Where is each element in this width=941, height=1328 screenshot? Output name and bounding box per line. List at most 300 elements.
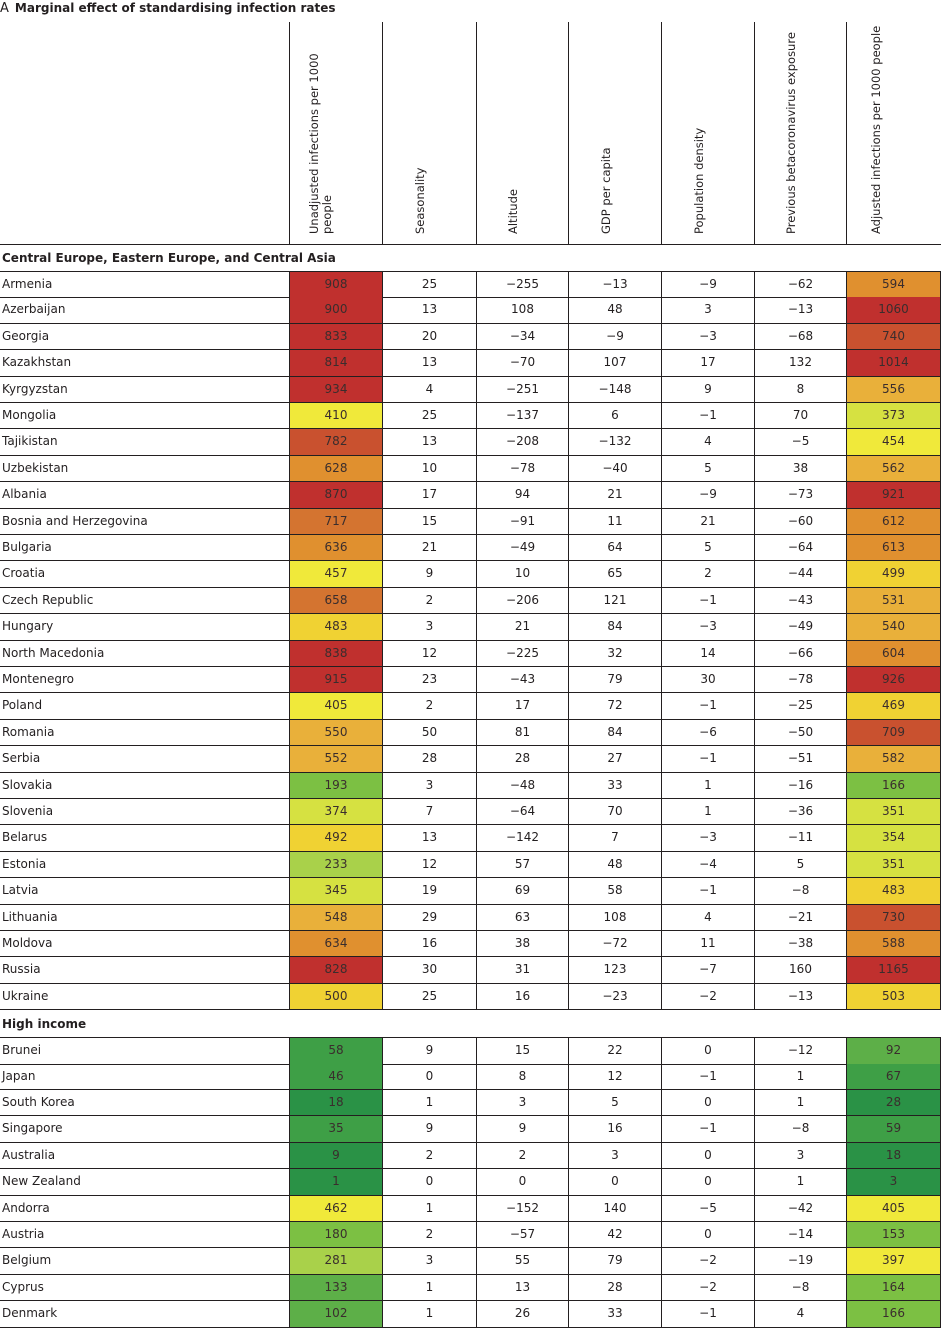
adjusted-cell: 483	[846, 878, 941, 903]
adjusted-cell: 373	[846, 403, 941, 428]
beta-exposure-cell: 5	[754, 852, 846, 877]
beta-exposure-cell: −12	[754, 1038, 846, 1063]
table-row	[0, 1064, 941, 1090]
unadjusted-cell: 548	[289, 905, 383, 930]
beta-exposure-cell: −62	[754, 272, 846, 297]
altitude-cell: 57	[476, 852, 568, 877]
column-header-altitude-col	[476, 22, 568, 244]
country-name: Latvia	[2, 883, 39, 898]
density-cell: 2	[661, 561, 754, 586]
density-cell: 14	[661, 641, 754, 666]
adjusted-cell: 740	[846, 324, 941, 349]
seasonality-cell: 4	[382, 377, 476, 402]
beta-exposure-cell: −36	[754, 799, 846, 824]
gdp-cell: 84	[568, 720, 661, 745]
altitude-cell: −206	[476, 588, 568, 613]
gdp-cell: −72	[568, 931, 661, 956]
column-header-label: Adjusted infections per 1000 people	[869, 25, 883, 234]
gdp-cell: 28	[568, 1275, 661, 1300]
beta-exposure-cell: −64	[754, 535, 846, 560]
country-name: Serbia	[2, 751, 41, 766]
density-cell: −2	[661, 1275, 754, 1300]
country-name: New Zealand	[2, 1174, 81, 1189]
adjusted-cell: 921	[846, 482, 941, 507]
adjusted-cell: 1165	[846, 957, 941, 982]
adjusted-cell: 351	[846, 799, 941, 824]
country-name: Singapore	[2, 1121, 63, 1136]
density-cell: 4	[661, 429, 754, 454]
density-cell: 0	[661, 1090, 754, 1115]
table-row	[0, 1222, 941, 1248]
density-cell: 4	[661, 905, 754, 930]
density-cell: −9	[661, 482, 754, 507]
table-row	[0, 852, 941, 878]
country-name: Kazakhstan	[2, 355, 72, 370]
altitude-cell: 10	[476, 561, 568, 586]
seasonality-cell: 0	[382, 1169, 476, 1194]
density-cell: −3	[661, 324, 754, 349]
seasonality-cell: 12	[382, 852, 476, 877]
country-name: Ukraine	[2, 988, 49, 1003]
table-row	[0, 1301, 941, 1327]
table-row	[0, 957, 941, 983]
adjusted-cell: 153	[846, 1222, 941, 1247]
beta-exposure-cell: 70	[754, 403, 846, 428]
country-name: Mongolia	[2, 408, 57, 422]
adjusted-cell: 588	[846, 931, 941, 956]
altitude-cell: −43	[476, 667, 568, 692]
seasonality-cell: 2	[382, 1143, 476, 1168]
altitude-cell: 108	[476, 297, 568, 322]
adjusted-cell: 604	[846, 641, 941, 666]
gdp-cell: −40	[568, 456, 661, 481]
unadjusted-cell: 870	[289, 482, 383, 507]
seasonality-cell: 1	[382, 1196, 476, 1221]
altitude-cell: −255	[476, 272, 568, 297]
beta-exposure-cell: −38	[754, 931, 846, 956]
density-cell: 1	[661, 773, 754, 798]
country-name: Cyprus	[2, 1279, 44, 1294]
beta-exposure-cell: 8	[754, 377, 846, 402]
gdp-cell: 27	[568, 746, 661, 771]
altitude-cell: −142	[476, 825, 568, 850]
country-name: Poland	[2, 698, 43, 713]
beta-exposure-cell: −21	[754, 905, 846, 930]
gdp-cell: 7	[568, 825, 661, 850]
table-row	[0, 931, 941, 957]
country-name: Slovenia	[2, 804, 54, 818]
unadjusted-cell: 345	[289, 878, 383, 903]
density-cell: −4	[661, 852, 754, 877]
table-row	[0, 1143, 941, 1169]
country-name: Slovakia	[2, 777, 53, 792]
table-row	[0, 429, 941, 455]
table-row	[0, 1037, 941, 1064]
table-row	[0, 456, 941, 482]
seasonality-cell: 1	[382, 1301, 476, 1326]
seasonality-cell: 10	[382, 456, 476, 481]
adjusted-cell: 454	[846, 429, 941, 454]
density-cell: −1	[661, 403, 754, 428]
beta-exposure-cell: −13	[754, 297, 846, 322]
unadjusted-cell: 180	[289, 1222, 383, 1247]
country-name: Austria	[2, 1227, 45, 1241]
country-name: Moldova	[2, 936, 53, 950]
beta-exposure-cell: −51	[754, 746, 846, 771]
gdp-cell: 58	[568, 878, 661, 903]
table-row	[0, 350, 941, 376]
unadjusted-cell: 133	[289, 1275, 383, 1300]
adjusted-cell: 556	[846, 377, 941, 402]
altitude-cell: −225	[476, 641, 568, 666]
adjusted-cell: 405	[846, 1196, 941, 1221]
density-cell: −6	[661, 720, 754, 745]
unadjusted-cell: 634	[289, 931, 383, 956]
adjusted-cell: 613	[846, 535, 941, 560]
unadjusted-cell: 1	[289, 1169, 383, 1194]
section-heading: High income	[2, 1017, 87, 1032]
altitude-cell: 3	[476, 1090, 568, 1115]
altitude-cell: −34	[476, 324, 568, 349]
altitude-cell: 26	[476, 1301, 568, 1326]
column-header-unadjusted-col	[289, 22, 382, 244]
unadjusted-cell: 18	[289, 1090, 383, 1115]
seasonality-cell: 20	[382, 324, 476, 349]
unadjusted-cell: 483	[289, 614, 383, 639]
gdp-cell: 5	[568, 1090, 661, 1115]
beta-exposure-cell: −13	[754, 984, 846, 1009]
country-name: Lithuania	[2, 909, 58, 924]
seasonality-cell: 3	[382, 614, 476, 639]
density-cell: 0	[661, 1038, 754, 1063]
table-row	[0, 324, 941, 350]
table-row	[0, 693, 941, 719]
table-row	[0, 403, 941, 429]
table-row	[0, 509, 941, 535]
table-row	[0, 746, 941, 772]
table-row	[0, 614, 941, 640]
density-cell: 1	[661, 799, 754, 824]
adjusted-cell: 92	[846, 1038, 941, 1063]
beta-exposure-cell: 3	[754, 1143, 846, 1168]
adjusted-cell: 926	[846, 667, 941, 692]
density-cell: 30	[661, 667, 754, 692]
beta-exposure-cell: −49	[754, 614, 846, 639]
table-header	[0, 22, 941, 244]
unadjusted-cell: 908	[289, 272, 383, 297]
altitude-cell: −78	[476, 456, 568, 481]
gdp-cell: 16	[568, 1116, 661, 1141]
unadjusted-cell: 500	[289, 984, 383, 1009]
altitude-cell: −64	[476, 799, 568, 824]
altitude-cell: −49	[476, 535, 568, 560]
seasonality-cell: 1	[382, 1090, 476, 1115]
altitude-cell: −70	[476, 350, 568, 375]
altitude-cell: −152	[476, 1196, 568, 1221]
gdp-cell: 21	[568, 482, 661, 507]
seasonality-cell: 28	[382, 746, 476, 771]
beta-exposure-cell: −78	[754, 667, 846, 692]
table-row	[0, 588, 941, 614]
altitude-cell: 81	[476, 720, 568, 745]
unadjusted-cell: 193	[289, 773, 383, 798]
country-name: North Macedonia	[2, 645, 105, 660]
column-header-beta-exposure-col	[754, 22, 846, 244]
beta-exposure-cell: −68	[754, 324, 846, 349]
seasonality-cell: 13	[382, 350, 476, 375]
gdp-cell: 33	[568, 773, 661, 798]
gdp-cell: 42	[568, 1222, 661, 1247]
adjusted-cell: 1014	[846, 350, 941, 375]
country-name: Croatia	[2, 566, 46, 581]
density-cell: −3	[661, 825, 754, 850]
country-name: Czech Republic	[2, 592, 94, 607]
seasonality-cell: 3	[382, 773, 476, 798]
beta-exposure-cell: −8	[754, 1116, 846, 1141]
altitude-cell: 69	[476, 878, 568, 903]
adjusted-cell: 164	[846, 1275, 941, 1300]
unadjusted-cell: 814	[289, 350, 383, 375]
unadjusted-cell: 934	[289, 377, 383, 402]
seasonality-cell: 50	[382, 720, 476, 745]
country-name: Brunei	[2, 1043, 42, 1058]
altitude-cell: 2	[476, 1143, 568, 1168]
seasonality-cell: 25	[382, 272, 476, 297]
unadjusted-cell: 658	[289, 588, 383, 613]
adjusted-cell: 562	[846, 456, 941, 481]
seasonality-cell: 0	[382, 1064, 476, 1089]
table-row	[0, 720, 941, 746]
country-name: Georgia	[2, 328, 50, 343]
density-cell: 5	[661, 456, 754, 481]
seasonality-cell: 2	[382, 588, 476, 613]
beta-exposure-cell: −25	[754, 693, 846, 718]
seasonality-cell: 21	[382, 535, 476, 560]
seasonality-cell: 2	[382, 693, 476, 718]
density-cell: −1	[661, 1116, 754, 1141]
seasonality-cell: 13	[382, 297, 476, 322]
unadjusted-cell: 636	[289, 535, 383, 560]
seasonality-cell: 16	[382, 931, 476, 956]
country-name: Belgium	[2, 1253, 52, 1268]
seasonality-cell: 30	[382, 957, 476, 982]
altitude-cell: −91	[476, 509, 568, 534]
adjusted-cell: 469	[846, 693, 941, 718]
seasonality-cell: 9	[382, 1038, 476, 1063]
density-cell: −1	[661, 878, 754, 903]
beta-exposure-cell: 4	[754, 1301, 846, 1326]
gdp-cell: −13	[568, 272, 661, 297]
unadjusted-cell: 838	[289, 641, 383, 666]
gdp-cell: 108	[568, 905, 661, 930]
altitude-cell: −137	[476, 403, 568, 428]
altitude-cell: −57	[476, 1222, 568, 1247]
beta-exposure-cell: 132	[754, 350, 846, 375]
density-cell: 21	[661, 509, 754, 534]
altitude-cell: −208	[476, 429, 568, 454]
altitude-cell: 8	[476, 1064, 568, 1089]
gdp-cell: 32	[568, 641, 661, 666]
seasonality-cell: 29	[382, 905, 476, 930]
country-name: Uzbekistan	[2, 460, 69, 475]
density-cell: 11	[661, 931, 754, 956]
unadjusted-cell: 782	[289, 429, 383, 454]
density-cell: −1	[661, 1301, 754, 1326]
seasonality-cell: 2	[382, 1222, 476, 1247]
seasonality-cell: 23	[382, 667, 476, 692]
unadjusted-cell: 58	[289, 1038, 383, 1063]
gdp-cell: 48	[568, 852, 661, 877]
country-name: Armenia	[2, 277, 53, 291]
adjusted-cell: 503	[846, 984, 941, 1009]
table-row	[0, 1275, 941, 1301]
adjusted-cell: 166	[846, 773, 941, 798]
beta-exposure-cell: −43	[754, 588, 846, 613]
density-cell: −2	[661, 1248, 754, 1273]
unadjusted-cell: 628	[289, 456, 383, 481]
density-cell: 17	[661, 350, 754, 375]
country-name: South Korea	[2, 1095, 75, 1109]
country-name: Australia	[2, 1147, 56, 1162]
gdp-cell: 79	[568, 667, 661, 692]
adjusted-cell: 499	[846, 561, 941, 586]
seasonality-cell: 12	[382, 641, 476, 666]
seasonality-cell: 13	[382, 825, 476, 850]
adjusted-cell: 18	[846, 1143, 941, 1168]
country-name: Azerbaijan	[2, 302, 66, 317]
altitude-cell: 94	[476, 482, 568, 507]
table-row	[0, 482, 941, 508]
seasonality-cell: 25	[382, 403, 476, 428]
country-name: Montenegro	[2, 672, 75, 686]
gdp-cell: 48	[568, 297, 661, 322]
beta-exposure-cell: −60	[754, 509, 846, 534]
unadjusted-cell: 457	[289, 561, 383, 586]
unadjusted-cell: 35	[289, 1116, 383, 1141]
seasonality-cell: 13	[382, 429, 476, 454]
beta-exposure-cell: −11	[754, 825, 846, 850]
column-header-label: Previous betacoronavirus exposure	[784, 32, 798, 234]
section-heading: Central Europe, Eastern Europe, and Central Asia	[2, 251, 336, 265]
altitude-cell: 38	[476, 931, 568, 956]
table-row	[0, 377, 941, 403]
unadjusted-cell: 233	[289, 852, 383, 877]
country-name: Estonia	[2, 856, 47, 871]
table-row	[0, 561, 941, 587]
gdp-cell: 3	[568, 1143, 661, 1168]
beta-exposure-cell: −50	[754, 720, 846, 745]
density-cell: 0	[661, 1169, 754, 1194]
unadjusted-cell: 900	[289, 297, 383, 322]
seasonality-cell: 7	[382, 799, 476, 824]
unadjusted-cell: 833	[289, 324, 383, 349]
adjusted-cell: 28	[846, 1090, 941, 1115]
density-cell: −1	[661, 693, 754, 718]
adjusted-cell: 351	[846, 852, 941, 877]
table-row	[0, 667, 941, 693]
unadjusted-cell: 102	[289, 1301, 383, 1326]
beta-exposure-cell: 1	[754, 1064, 846, 1089]
gdp-cell: 65	[568, 561, 661, 586]
beta-exposure-cell: −5	[754, 429, 846, 454]
country-name: Russia	[2, 962, 41, 977]
column-header-label: GDP per capita	[598, 147, 613, 234]
gdp-cell: 0	[568, 1169, 661, 1194]
panel-label: A	[0, 1, 9, 16]
unadjusted-cell: 462	[289, 1196, 383, 1221]
gdp-cell: 11	[568, 509, 661, 534]
altitude-cell: 28	[476, 746, 568, 771]
country-name: Albania	[2, 487, 47, 502]
gdp-cell: 70	[568, 799, 661, 824]
adjusted-cell: 709	[846, 720, 941, 745]
table-row	[0, 535, 941, 561]
beta-exposure-cell: −8	[754, 1275, 846, 1300]
density-cell: 0	[661, 1143, 754, 1168]
altitude-cell: 63	[476, 905, 568, 930]
table-row	[0, 984, 941, 1010]
density-cell: −9	[661, 272, 754, 297]
beta-exposure-cell: −16	[754, 773, 846, 798]
altitude-cell: 31	[476, 957, 568, 982]
table-row	[0, 641, 941, 667]
density-cell: −1	[661, 1064, 754, 1089]
country-name: Japan	[2, 1068, 36, 1083]
table-row	[0, 297, 941, 323]
table-row	[0, 878, 941, 904]
adjusted-cell: 540	[846, 614, 941, 639]
gdp-cell: 79	[568, 1248, 661, 1273]
gdp-cell: 121	[568, 588, 661, 613]
altitude-cell: −48	[476, 773, 568, 798]
gdp-cell: 84	[568, 614, 661, 639]
adjusted-cell: 612	[846, 509, 941, 534]
density-cell: −3	[661, 614, 754, 639]
altitude-cell: 9	[476, 1116, 568, 1141]
gdp-cell: 22	[568, 1038, 661, 1063]
table-row	[0, 1169, 941, 1195]
gdp-cell: −23	[568, 984, 661, 1009]
altitude-cell: −251	[476, 377, 568, 402]
country-name: Andorra	[2, 1200, 50, 1215]
unadjusted-cell: 492	[289, 825, 383, 850]
altitude-cell: 21	[476, 614, 568, 639]
beta-exposure-cell: −66	[754, 641, 846, 666]
country-name: Kyrgyzstan	[2, 381, 68, 396]
gdp-cell: 12	[568, 1064, 661, 1089]
density-cell: −5	[661, 1196, 754, 1221]
figure-title	[0, 0, 336, 16]
density-cell: 5	[661, 535, 754, 560]
density-cell: −1	[661, 746, 754, 771]
altitude-cell: 16	[476, 984, 568, 1009]
gdp-cell: 33	[568, 1301, 661, 1326]
adjusted-cell: 397	[846, 1248, 941, 1273]
table-row	[0, 825, 941, 851]
beta-exposure-cell: 38	[754, 456, 846, 481]
beta-exposure-cell: 1	[754, 1090, 846, 1115]
country-name: Hungary	[2, 619, 54, 634]
gdp-cell: 140	[568, 1196, 661, 1221]
adjusted-cell: 582	[846, 746, 941, 771]
table-row	[0, 1196, 941, 1222]
adjusted-cell: 67	[846, 1064, 941, 1089]
seasonality-cell: 15	[382, 509, 476, 534]
table-row	[0, 905, 941, 931]
table-row	[0, 799, 941, 825]
country-name: Tajikistan	[2, 434, 58, 449]
unadjusted-cell: 374	[289, 799, 383, 824]
